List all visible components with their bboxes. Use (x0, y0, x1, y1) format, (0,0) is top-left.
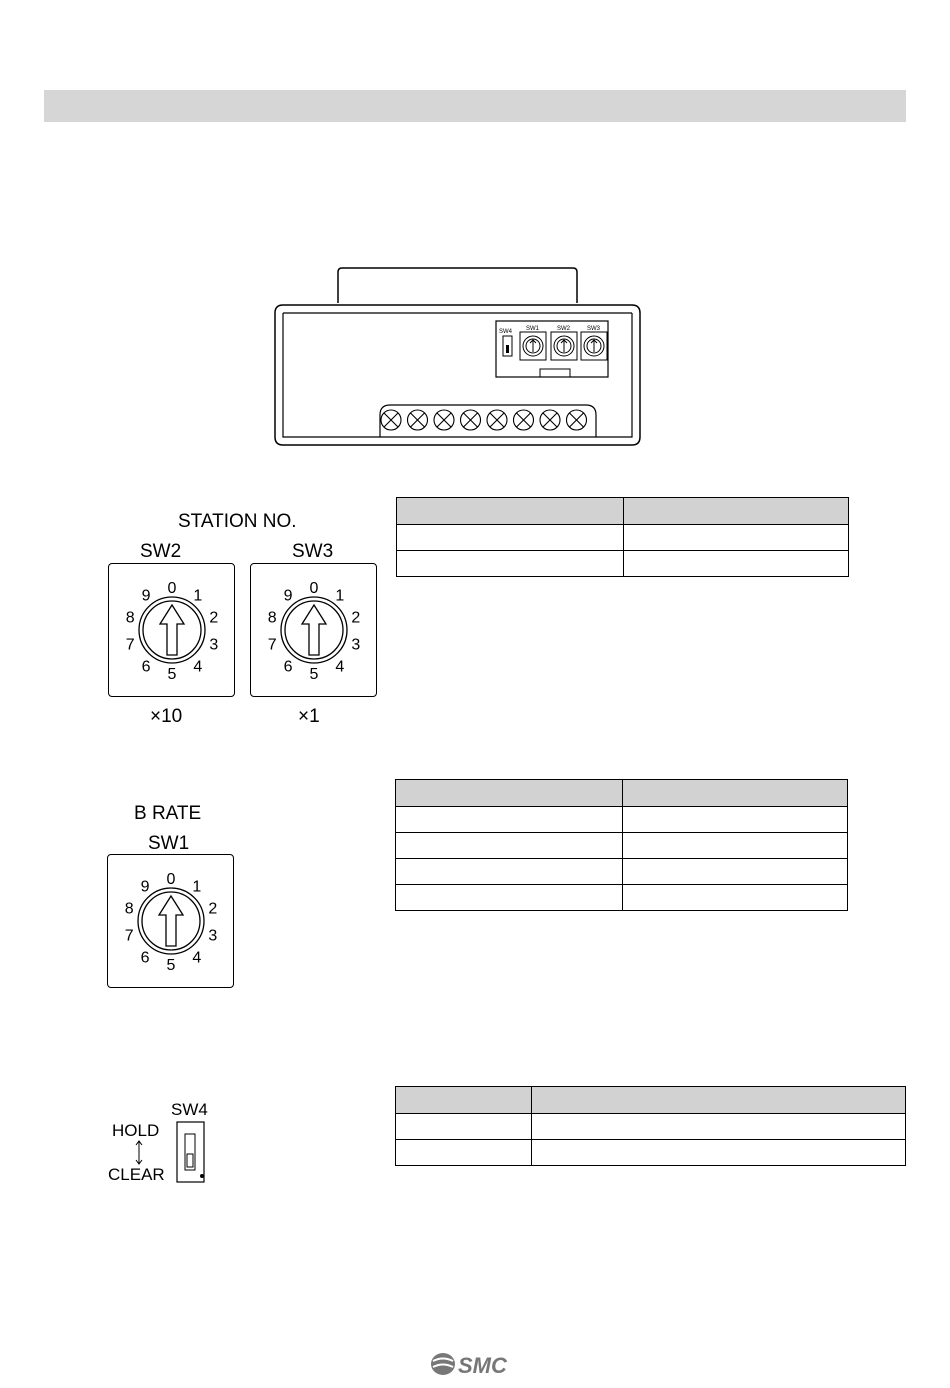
dial-number: 6 (283, 658, 293, 676)
dial-number: 9 (141, 587, 151, 605)
sw4-slide-switch-drawing (100, 1095, 220, 1190)
module-sw-label: SW1 (526, 326, 540, 332)
section-header-band (44, 90, 906, 122)
table-header-cell (396, 780, 623, 807)
table-cell (624, 525, 849, 551)
table-cell (396, 833, 623, 859)
dial-number: 0 (309, 580, 319, 597)
dial-number: 2 (351, 609, 361, 627)
sw2-rotary-switch (108, 563, 235, 697)
station-no-title: STATION NO. (178, 511, 297, 532)
sw2-label: SW2 (140, 541, 182, 562)
b-rate-table (395, 779, 848, 911)
table-cell (532, 1140, 906, 1166)
sw3-label: SW3 (292, 541, 334, 562)
sw4-table (395, 1086, 906, 1166)
dial-number: 0 (167, 580, 177, 597)
table-cell (623, 807, 848, 833)
table-cell (532, 1114, 906, 1140)
module-sw-label: SW4 (499, 329, 513, 335)
dial-number: 5 (166, 957, 176, 974)
dial-number: 7 (267, 636, 277, 654)
sw2-dial-icon (109, 564, 236, 698)
dial-number: 1 (335, 587, 345, 605)
table-cell (624, 551, 849, 577)
table-cell (397, 525, 624, 551)
table-header-cell (396, 1087, 532, 1114)
table-cell (396, 885, 623, 911)
dial-number: 7 (125, 636, 135, 654)
station-table (396, 497, 849, 577)
sw1-rotary-switch (107, 854, 234, 988)
dial-number: 4 (192, 949, 202, 967)
b-rate-title: B RATE (134, 803, 202, 824)
table-cell (396, 1114, 532, 1140)
hold-label: HOLD (112, 1121, 160, 1140)
dial-number: 0 (166, 871, 176, 888)
table-cell (623, 885, 848, 911)
table-header-cell (397, 498, 624, 525)
module-sw-label: SW2 (557, 326, 571, 332)
dial-number: 3 (208, 927, 218, 945)
dial-number: 5 (309, 666, 319, 683)
sw3-rotary-switch (250, 563, 377, 697)
dial-number: 3 (351, 636, 361, 654)
sw2-multiplier: ×10 (150, 706, 183, 727)
sw3-dial-icon (251, 564, 378, 698)
table-cell (396, 1140, 532, 1166)
dial-number: 3 (209, 636, 219, 654)
smc-logo (430, 1350, 525, 1378)
dial-number: 2 (208, 900, 218, 918)
sw1-dial-icon (108, 855, 235, 989)
dial-number: 8 (125, 609, 135, 627)
dial-number: 8 (124, 900, 134, 918)
dial-number: 9 (283, 587, 293, 605)
dial-number: 5 (167, 666, 177, 683)
table-header-cell (623, 780, 848, 807)
table-header-cell (532, 1087, 906, 1114)
dial-number: 6 (141, 658, 151, 676)
sw3-multiplier: ×1 (298, 706, 320, 727)
dial-number: 8 (267, 609, 277, 627)
clear-label: CLEAR (108, 1165, 165, 1184)
table-header-cell (624, 498, 849, 525)
module-sw-label: SW3 (587, 326, 601, 332)
dial-number: 1 (193, 587, 203, 605)
dial-number: 4 (193, 658, 203, 676)
dial-number: 9 (140, 878, 150, 896)
dial-number: 2 (209, 609, 219, 627)
dial-number: 4 (335, 658, 345, 676)
dial-number: 6 (140, 949, 150, 967)
table-cell (623, 859, 848, 885)
module-front-view-drawing (270, 265, 645, 450)
table-cell (397, 551, 624, 577)
table-cell (623, 833, 848, 859)
table-cell (396, 859, 623, 885)
smc-logo-text: SMC (458, 1353, 507, 1378)
dial-number: 7 (124, 927, 134, 945)
sw1-label: SW1 (148, 833, 190, 854)
dial-number: 1 (192, 878, 202, 896)
table-cell (396, 807, 623, 833)
sw4-label: SW4 (171, 1100, 208, 1119)
